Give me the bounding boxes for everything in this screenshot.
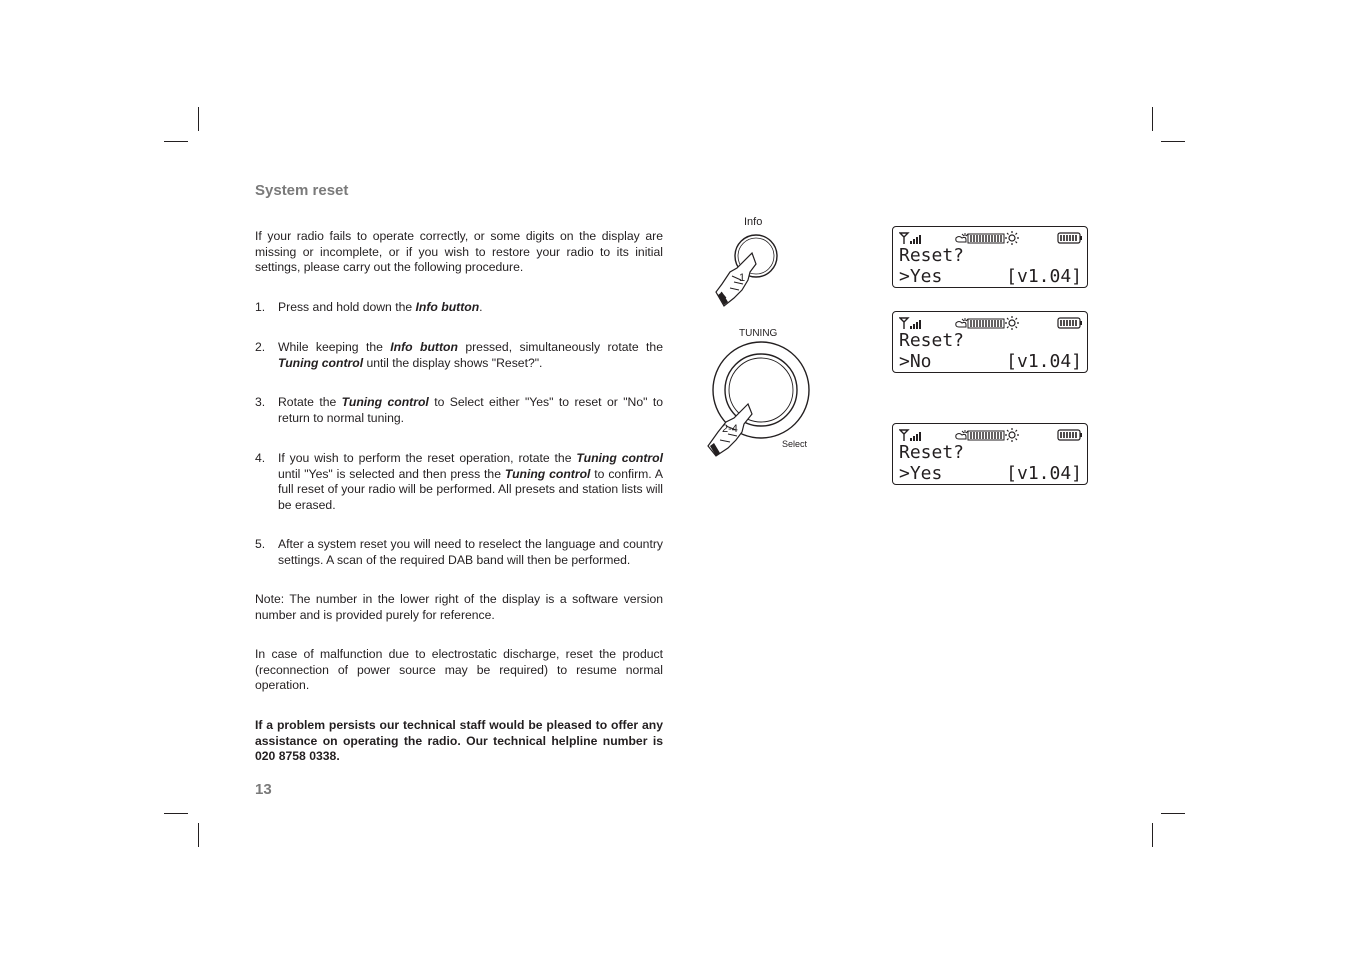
note-paragraph: Note: The number in the lower right of the display is a software version number and is provided purely for reference. (255, 592, 663, 622)
crop-mark (164, 813, 188, 814)
step-number: 4. (255, 451, 266, 465)
lcd-display-1 (892, 226, 1088, 288)
step-1-callout: 1 (739, 272, 746, 284)
lcd-line-1: Reset? (899, 330, 965, 351)
crop-mark (1161, 141, 1185, 142)
crop-mark (198, 107, 199, 131)
lcd-version: [v1.04] (1006, 463, 1082, 484)
info-label: Info (744, 216, 763, 228)
lcd-display-2 (892, 311, 1088, 373)
crop-mark (164, 141, 188, 142)
lcd-version: [v1.04] (1006, 266, 1082, 287)
crop-mark (198, 823, 199, 847)
step-1: 1. Press and hold down the Info button. (255, 300, 483, 314)
section-heading: System reset (255, 182, 349, 199)
lcd-version: [v1.04] (1006, 351, 1082, 372)
lcd-line-1: Reset? (899, 442, 965, 463)
step-number: 1. (255, 300, 266, 314)
status-icons (899, 315, 1083, 331)
step-2-4-callout: 2-4 (722, 423, 738, 435)
page-number: 13 (255, 781, 272, 798)
lcd-line-2: >Yes (899, 266, 943, 287)
step-number: 2. (255, 340, 266, 354)
lcd-line-2: >No (899, 351, 932, 372)
crop-mark (1152, 823, 1153, 847)
helpline-paragraph: If a problem persists our technical staff would be pleased to offer any assistance on operating the radio. Our technical helpline number is 020 8758 0338. (255, 718, 663, 763)
step-4: 4. If you wish to perform the reset operation, rotate the Tuning control until "Yes" is selected and then press the Tuning control to confirm. A full reset of your radio will be performed. All presets and station lists will be erased. (255, 451, 664, 512)
status-icons (899, 230, 1083, 246)
lcd-line-1: Reset? (899, 245, 965, 266)
step-2: 2. While keeping the Info button pressed, simultaneously rotate the Tuning control until the display shows "Reset?". (255, 340, 663, 370)
step-5: 5. After a system reset you will need to reselect the language and country settings. A scan of the required DAB band will then be performed. (255, 537, 663, 567)
lcd-display-3 (892, 423, 1088, 485)
status-icons (899, 427, 1083, 443)
step-number: 5. (255, 537, 266, 551)
info-button-illustration (708, 232, 788, 312)
esd-paragraph: In case of malfunction due to electrostatic discharge, reset the product (reconnection of power source may be required) to resume normal operation. (255, 647, 663, 692)
tuning-label: TUNING (739, 328, 778, 339)
crop-mark (1152, 107, 1153, 131)
step-3: 3. Rotate the Tuning control to Select either "Yes" to reset or "No" to return to normal tuning. (255, 395, 664, 425)
lcd-line-2: >Yes (899, 463, 943, 484)
crop-mark (1161, 813, 1185, 814)
select-label: Select (782, 439, 808, 449)
step-number: 3. (255, 395, 266, 409)
intro-paragraph: If your radio fails to operate correctly, or some digits on the display are missing or incomplete, or if you wish to restore your radio to its initial settings, please carry out the following procedure. (255, 229, 663, 274)
